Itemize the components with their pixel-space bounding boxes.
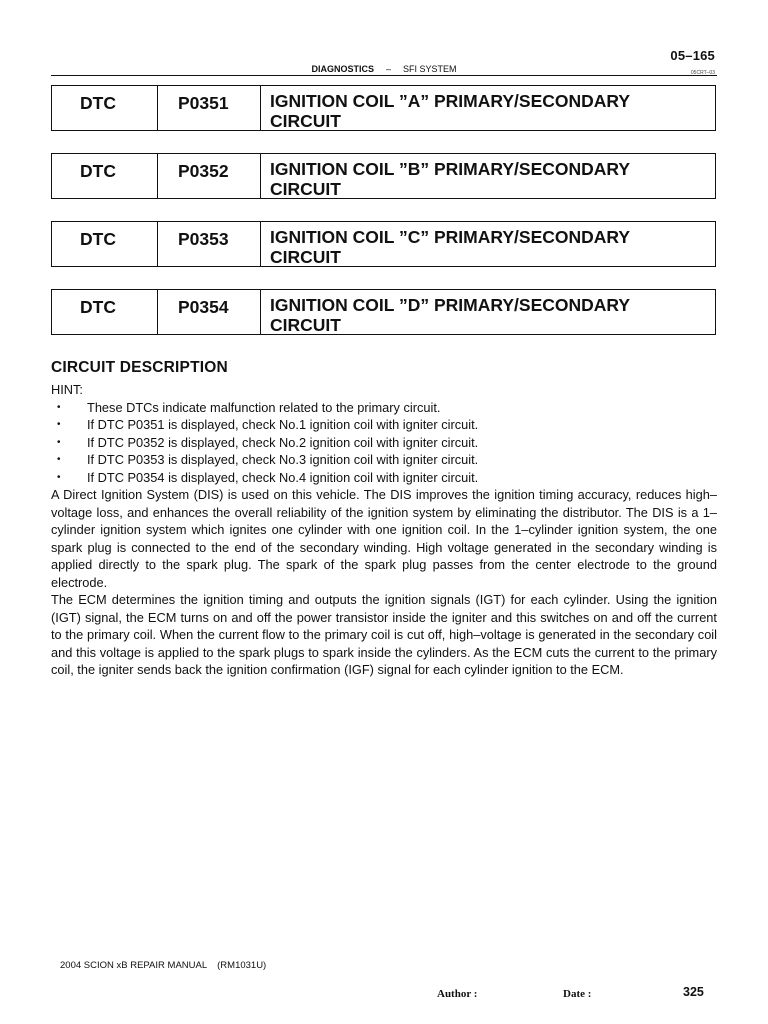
dtc-block-p0354: [51, 289, 716, 335]
bullet-icon: •: [57, 436, 61, 448]
dis-paragraph: A Direct Ignition System (DIS) is used on this vehicle. The DIS improves the ignition timing accuracy, reduces high–voltage loss, and enhances the overall reliability of the ignition system by eliminating the distributor. The DIS is a 1–cylinder ignition system which ignites one cylinder with one ignition coil. In the 1–cylinder ignition system, the one spark plug is connected to the end of the secondary winding. High voltage generated in the secondary winding is applied directly to the spark plug. The spark of the spark plug passes from the center electrode to the ground electrode.: [51, 487, 717, 590]
dtc-title: [261, 86, 715, 130]
dtc-title-line1: IGNITION COIL ”B” PRIMARY/SECONDARY: [270, 159, 631, 179]
list-item: [51, 469, 717, 487]
date-label: Date :: [563, 988, 592, 1000]
hint-label: HINT:: [51, 382, 83, 397]
dtc-code: P0352: [158, 154, 261, 198]
list-item-text: If DTC P0352 is displayed, check No.2 ignition coil with igniter circuit.: [87, 434, 479, 450]
dtc-label: DTC: [52, 222, 158, 266]
footer-manual: [60, 960, 266, 971]
dtc-title-line2: CIRCUIT: [270, 179, 341, 199]
list-item: [51, 434, 717, 452]
dtc-title: [261, 290, 715, 334]
dtc-block-p0353: [51, 221, 716, 267]
bullet-icon: •: [57, 454, 61, 465]
ecm-paragraph: The ECM determines the ignition timing and outputs the ignition signals (IGT) for each cylinder. Using the ignition (IGT) signal, the ECM turns on and off the power transistor inside the igniter and this switches on and off the current to the primary coil. When the current flow to the primary coil is cut off, high–voltage is generated in the secondary coil and this voltage is applied to the spark plugs to spark inside the cylinders. As the ECM cuts the current to the primary coil, the igniter sends back the ignition confirmation (IGF) signal for each cylinder ignition to the ECM.: [51, 592, 717, 677]
list-item: [51, 416, 717, 434]
list-item: [51, 399, 717, 417]
dtc-title-line1: IGNITION COIL ”C” PRIMARY/SECONDARY: [270, 227, 631, 247]
dtc-code: P0354: [158, 290, 261, 334]
header-section: DIAGNOSTICS: [311, 64, 374, 74]
manual-code: (RM1031U): [217, 960, 267, 971]
manual-name: 2004 SCION xB REPAIR MANUAL: [60, 960, 208, 971]
bullet-icon: •: [57, 471, 61, 483]
dtc-label: DTC: [52, 86, 158, 130]
list-item-text: If DTC P0353 is displayed, check No.3 ignition coil with igniter circuit.: [87, 452, 479, 467]
running-header: [0, 64, 768, 74]
dtc-title-line1: IGNITION COIL ”D” PRIMARY/SECONDARY: [270, 295, 631, 315]
header-subsection: SFI SYSTEM: [403, 64, 457, 74]
dtc-label: DTC: [52, 290, 158, 334]
dtc-code: P0351: [158, 86, 261, 130]
dtc-title: [261, 154, 715, 198]
dtc-title-line2: CIRCUIT: [270, 315, 341, 335]
hint-list: [51, 399, 717, 487]
list-item-text: These DTCs indicate malfunction related to the primary circuit.: [87, 399, 441, 415]
section-title: CIRCUIT DESCRIPTION: [51, 359, 228, 376]
dtc-label: DTC: [52, 154, 158, 198]
dtc-code: P0353: [158, 222, 261, 266]
bullet-icon: •: [57, 419, 61, 430]
author-label: Author :: [437, 988, 478, 1000]
list-item: [51, 451, 717, 469]
header-separator: –: [385, 64, 391, 74]
page-number: 325: [683, 985, 704, 999]
list-item-text: If DTC P0351 is displayed, check No.1 ignition coil with igniter circuit.: [87, 417, 479, 432]
page-code: 05–165: [670, 48, 715, 63]
list-item-text: If DTC P0354 is displayed, check No.4 ignition coil with igniter circuit.: [87, 469, 479, 485]
circuit-description-body: [51, 381, 717, 679]
dtc-title-line1: IGNITION COIL ”A” PRIMARY/SECONDARY: [270, 91, 631, 111]
dtc-title-line2: CIRCUIT: [270, 247, 341, 267]
dtc-title: [261, 222, 715, 266]
doc-code: 05CRT–03: [690, 70, 715, 76]
header-divider: [51, 75, 717, 76]
dtc-block-p0351: [51, 85, 716, 131]
dtc-title-line2: CIRCUIT: [270, 111, 341, 131]
dtc-block-p0352: [51, 153, 716, 199]
bullet-icon: •: [57, 401, 61, 413]
